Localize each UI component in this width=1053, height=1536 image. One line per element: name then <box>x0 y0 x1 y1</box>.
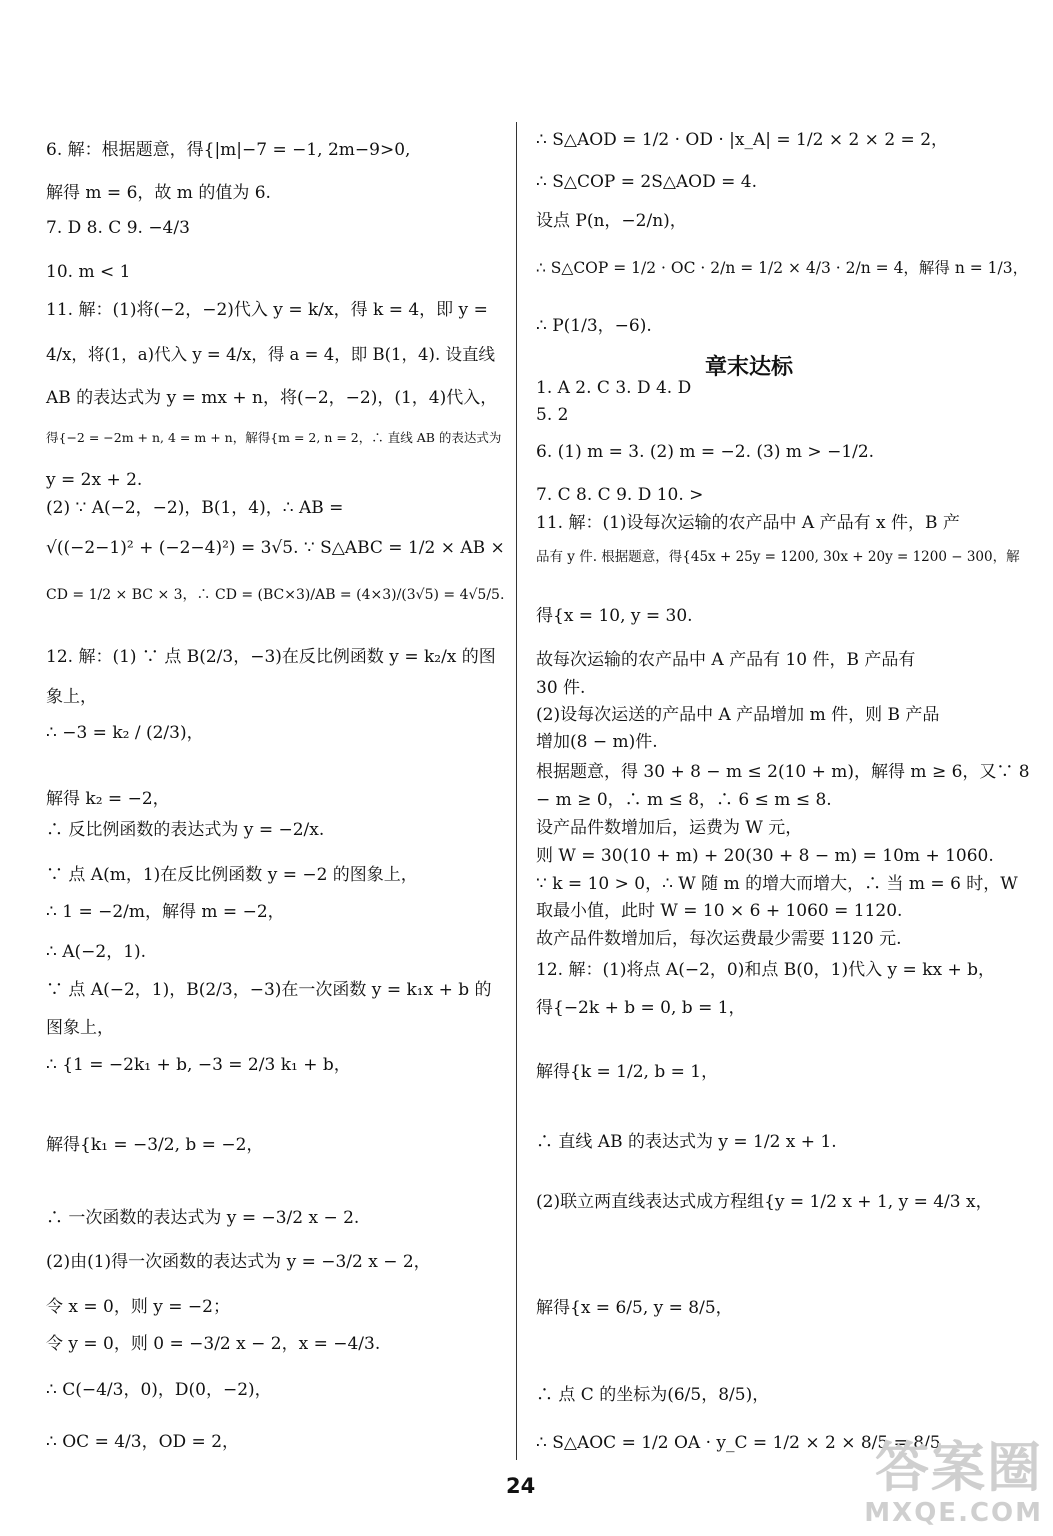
answer-line: 设点 P(n，−2/n)， <box>536 211 687 231</box>
answer-line: 5. 2 <box>536 405 569 425</box>
answer-line: (2) ∵ A(−2，−2)，B(1，4)，∴ AB = <box>46 498 344 518</box>
answer-line: AB 的表达式为 y = mx + n，将(−2，−2)，(1，4)代入， <box>46 388 498 408</box>
answer-line: 得{−2 = −2m + n, 4 = m + n，解得{m = 2, n = 2，∴ 直线 AB 的表达式为 <box>46 430 502 445</box>
answer-line: 7. C 8. C 9. D 10. > <box>536 485 704 505</box>
answer-line: 则 W = 30(10 + m) + 20(30 + 8 − m) = 10m + 1060. <box>536 846 994 866</box>
answer-line: 得{x = 10, y = 30. <box>536 606 693 626</box>
answer-line: ∴ S△COP = 1/2 · OC · 2/n = 1/2 × 4/3 · 2/n = 4，解得 n = 1/3， <box>536 259 1029 277</box>
watermark-text: 答案圈 <box>875 1436 1043 1499</box>
answer-line: y = 2x + 2. <box>46 470 143 490</box>
answer-line: 6. (1) m = 3. (2) m = −2. (3) m > −1/2. <box>536 442 875 462</box>
answer-line: 增加(8 − m)件. <box>536 732 658 752</box>
answer-line: 10. m < 1 <box>46 262 131 282</box>
answer-line: ∴ S△AOC = 1/2 OA · y_C = 1/2 × 2 × 8/5 = 8/5. <box>536 1433 947 1453</box>
answer-line: 取最小值，此时 W = 10 × 6 + 1060 = 1120. <box>536 901 903 921</box>
answer-line: ∴ −3 = k₂ / (2/3)， <box>46 723 204 743</box>
answer-line: 解得 k₂ = −2， <box>46 789 170 809</box>
answer-line: ∴ S△COP = 2S△AOD = 4. <box>536 172 758 192</box>
answer-line: CD = 1/2 × BC × 3，∴ CD = (BC×3)/AB = (4×3)/(3√5) = 4√5/5. <box>46 587 505 603</box>
answer-line: 12. 解：(1)将点 A(−2，0)和点 B(0，1)代入 y = kx + b， <box>536 960 996 980</box>
answer-line: 解得{k₁ = −3/2, b = −2， <box>46 1135 264 1155</box>
answer-line: (2)由(1)得一次函数的表达式为 y = −3/2 x − 2， <box>46 1252 431 1272</box>
answer-line: ∴ 直线 AB 的表达式为 y = 1/2 x + 1. <box>536 1132 837 1152</box>
answer-line: 11. 解：(1)将(−2，−2)代入 y = k/x，得 k = 4，即 y = <box>46 300 488 320</box>
answer-line: 1. A 2. C 3. D 4. D <box>536 378 692 398</box>
answer-line: 图象上， <box>46 1018 114 1038</box>
answer-line: 故每次运输的农产品中 A 产品有 10 件，B 产品有 <box>536 650 916 670</box>
answer-line: 6. 解：根据题意，得{|m|−7 = −1, 2m−9>0, <box>46 140 411 160</box>
watermark-logo <box>864 1438 1043 1528</box>
answer-line: 11. 解：(1)设每次运输的农产品中 A 产品有 x 件，B 产 <box>536 513 960 533</box>
answer-line: ∴ 一次函数的表达式为 y = −3/2 x − 2. <box>46 1208 360 1228</box>
answer-line: ∵ 点 A(−2，1)，B(2/3，−3)在一次函数 y = k₁x + b 的 <box>46 980 492 1000</box>
answer-line: ∴ C(−4/3，0)，D(0，−2)， <box>46 1380 272 1400</box>
answer-line: 解得 m = 6，故 m 的值为 6. <box>46 183 271 203</box>
section-heading: 章末达标 <box>705 355 794 380</box>
answer-line: ∴ 1 = −2/m，解得 m = −2， <box>46 902 285 922</box>
answer-line: ∵ k = 10 > 0，∴ W 随 m 的增大而增大，∴ 当 m = 6 时，W <box>536 874 1018 894</box>
answer-line: (2)联立两直线表达式成方程组{y = 1/2 x + 1, y = 4/3 x， <box>536 1192 993 1212</box>
answer-line: 故产品件数增加后，每次运费最少需要 1120 元. <box>536 929 902 949</box>
answer-line: ∴ 点 C 的坐标为(6/5，8/5)， <box>536 1385 770 1405</box>
answer-line: 解得{k = 1/2, b = 1， <box>536 1062 719 1082</box>
answer-line: 4/x，将(1，a)代入 y = 4/x，得 a = 4，即 B(1，4). 设直线 <box>46 345 495 364</box>
answer-line: ∴ A(−2，1). <box>46 942 147 962</box>
answer-line: 得{−2k + b = 0, b = 1， <box>536 998 746 1018</box>
answer-line: ∴ {1 = −2k₁ + b, −3 = 2/3 k₁ + b， <box>46 1055 351 1075</box>
answer-line: ∴ P(1/3，−6). <box>536 316 652 336</box>
answer-line: (2)设每次运送的产品中 A 产品增加 m 件，则 B 产品 <box>536 705 940 725</box>
answer-line: ∴ S△AOD = 1/2 · OD · |x_A| = 1/2 × 2 × 2 = 2， <box>536 130 949 150</box>
answer-line: 象上， <box>46 687 97 707</box>
answer-line: − m ≥ 0，∴ m ≤ 8，∴ 6 ≤ m ≤ 8. <box>536 790 832 810</box>
answer-line: 品有 y 件. 根据题意，得{45x + 25y = 1200, 30x + 20y = 1200 − 300，解 <box>536 549 1020 565</box>
answer-line: ∴ OC = 4/3，OD = 2， <box>46 1432 240 1452</box>
column-divider <box>516 122 517 1460</box>
answer-line: 令 x = 0，则 y = −2； <box>46 1297 230 1317</box>
answer-line: 根据题意，得 30 + 8 − m ≤ 2(10 + m)，解得 m ≥ 6，又∵ 8 <box>536 762 1030 782</box>
answer-line: 12. 解：(1) ∵ 点 B(2/3，−3)在反比例函数 y = k₂/x 的图 <box>46 647 496 667</box>
page-number: 24 <box>506 1474 536 1498</box>
answer-line: 7. D 8. C 9. −4/3 <box>46 218 190 238</box>
watermark-url: MXQE.COM <box>864 1498 1043 1528</box>
answer-line: 令 y = 0，则 0 = −3/2 x − 2，x = −4/3. <box>46 1334 381 1354</box>
answer-line: ∵ 点 A(m，1)在反比例函数 y = −2 的图象上， <box>46 865 418 885</box>
answer-line: 30 件. <box>536 678 586 698</box>
answer-line: √((−2−1)² + (−2−4)²) = 3√5. ∵ S△ABC = 1/2 × AB × <box>46 538 505 558</box>
answer-line: ∴ 反比例函数的表达式为 y = −2/x. <box>46 820 325 840</box>
answer-line: 解得{x = 6/5, y = 8/5， <box>536 1298 733 1318</box>
answer-line: 设产品件数增加后，运费为 W 元， <box>536 818 803 838</box>
